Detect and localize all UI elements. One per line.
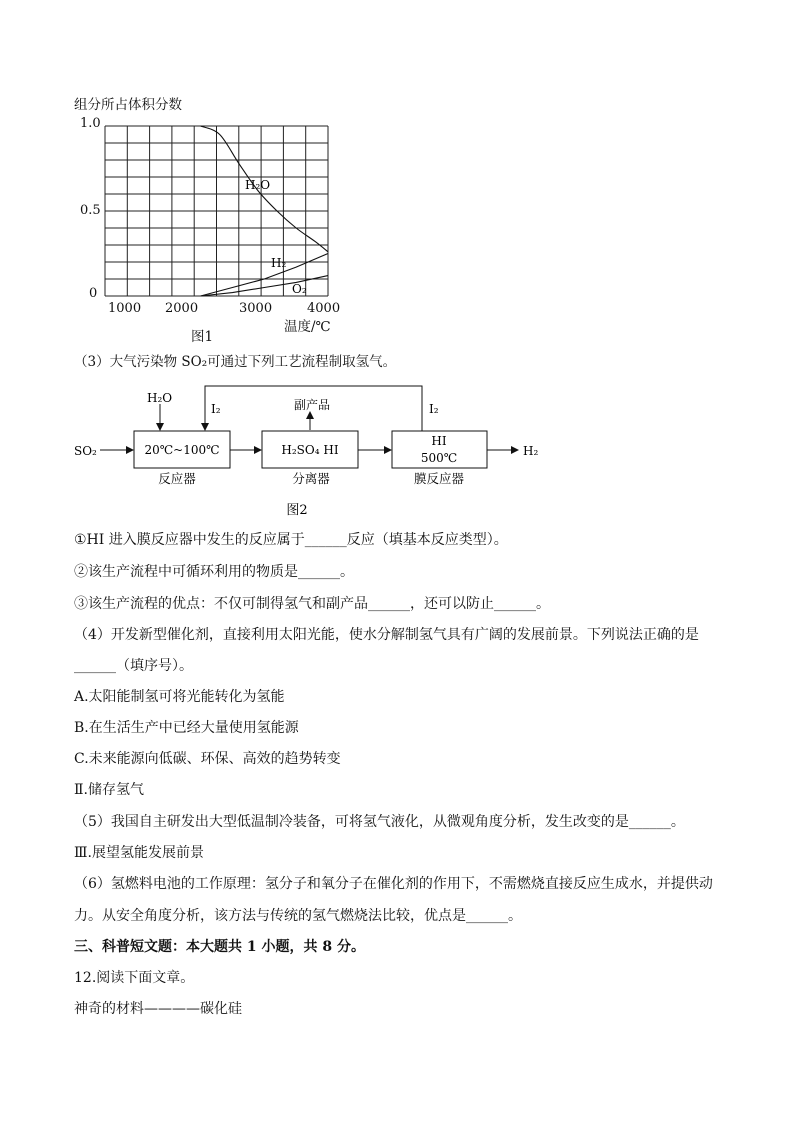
x-tick-label-3000: 3000 — [239, 301, 273, 316]
q6-text-line2: 力。从安全角度分析，该方法与传统的氢气燃烧法比较，优点是______。 — [74, 908, 522, 924]
i2-label-left: I₂ — [211, 402, 221, 416]
membrane-reactor-line2: 500℃ — [420, 451, 458, 465]
q12-heading: 12.阅读下面文章。 — [74, 970, 195, 986]
section-three-heading: 三、科普短文题：本大题共 1 小题，共 8 分。 — [74, 939, 365, 955]
x-tick-label-4000: 4000 — [307, 301, 341, 316]
article-title: 神奇的材料————碳化硅 — [74, 1001, 242, 1017]
figure1-chart — [0, 0, 794, 340]
membrane-reactor-line1: HI — [431, 434, 447, 448]
h2o-input-label: H₂O — [147, 391, 173, 405]
q3-intro: （3）大气污染物 SO₂可通过下列工艺流程制取氢气。 — [74, 354, 397, 370]
y-tick-label-0: 0 — [89, 286, 98, 301]
curve-label-o2: O₂ — [292, 282, 307, 296]
q4-option-b: B.在生活生产中已经大量使用氢能源 — [74, 720, 299, 736]
series-line-h2 — [201, 254, 328, 297]
section-ii-heading: Ⅱ.储存氢气 — [74, 782, 144, 798]
x-tick-label-1000: 1000 — [108, 301, 142, 316]
byproduct-label: 副产品 — [294, 398, 331, 412]
y-tick-label-0.5: 0.5 — [80, 203, 101, 218]
q4-blank: ______（填序号）。 — [74, 658, 193, 674]
figure2-caption: 图2 — [286, 503, 308, 518]
x-axis-label: 温度/℃ — [284, 319, 331, 335]
so2-label: SO₂ — [74, 444, 97, 458]
q3-item-1: ①HI 进入膜反应器中发生的反应属于______反应（填基本反应类型）。 — [74, 532, 508, 548]
q5-text: （5）我国自主研发出大型低温制冷装备，可将氢气液化，从微观角度分析，发生改变的是______。 — [74, 814, 685, 830]
reactor-label: 反应器 — [158, 471, 196, 486]
figure2-flow-diagram — [0, 380, 794, 520]
q4-stem: （4）开发新型催化剂，直接利用太阳光能，使水分解制氢气具有广阔的发展前景。下列说法正确的是 — [74, 627, 699, 643]
membrane-reactor-label: 膜反应器 — [413, 471, 465, 486]
separator-contents: H₂SO₄ HI — [281, 443, 339, 457]
curve-label-h2o: H₂O — [245, 178, 271, 192]
q4-option-a: A.太阳能制氢可将光能转化为氢能 — [74, 689, 285, 705]
q3-item-3: ③该生产流程的优点：不仅可制得氢气和副产品______，还可以防止______。 — [74, 596, 550, 612]
section-iii-heading: Ⅲ.展望氢能发展前景 — [74, 845, 204, 861]
figure1-caption: 图1 — [191, 329, 214, 345]
y-axis-title: 组分所占体积分数 — [74, 97, 182, 113]
chart-grid — [105, 126, 328, 296]
separator-label: 分离器 — [292, 471, 330, 486]
q6-text-line1: （6）氢燃料电池的工作原理：氢分子和氧分子在催化剂的作用下，不需燃烧直接反应生成水，并提供动 — [74, 876, 713, 892]
q3-item-2: ②该生产流程中可循环利用的物质是______。 — [74, 564, 354, 580]
i2-label-right: I₂ — [429, 402, 439, 416]
h2-output-label: H₂ — [523, 444, 539, 458]
x-tick-label-2000: 2000 — [165, 301, 199, 316]
y-tick-label-1.0: 1.0 — [80, 116, 101, 131]
curve-label-h2: H₂ — [271, 256, 287, 270]
q4-option-c: C.未来能源向低碳、环保、高效的趋势转变 — [74, 751, 341, 767]
reactor-condition: 20℃~100℃ — [144, 443, 220, 457]
